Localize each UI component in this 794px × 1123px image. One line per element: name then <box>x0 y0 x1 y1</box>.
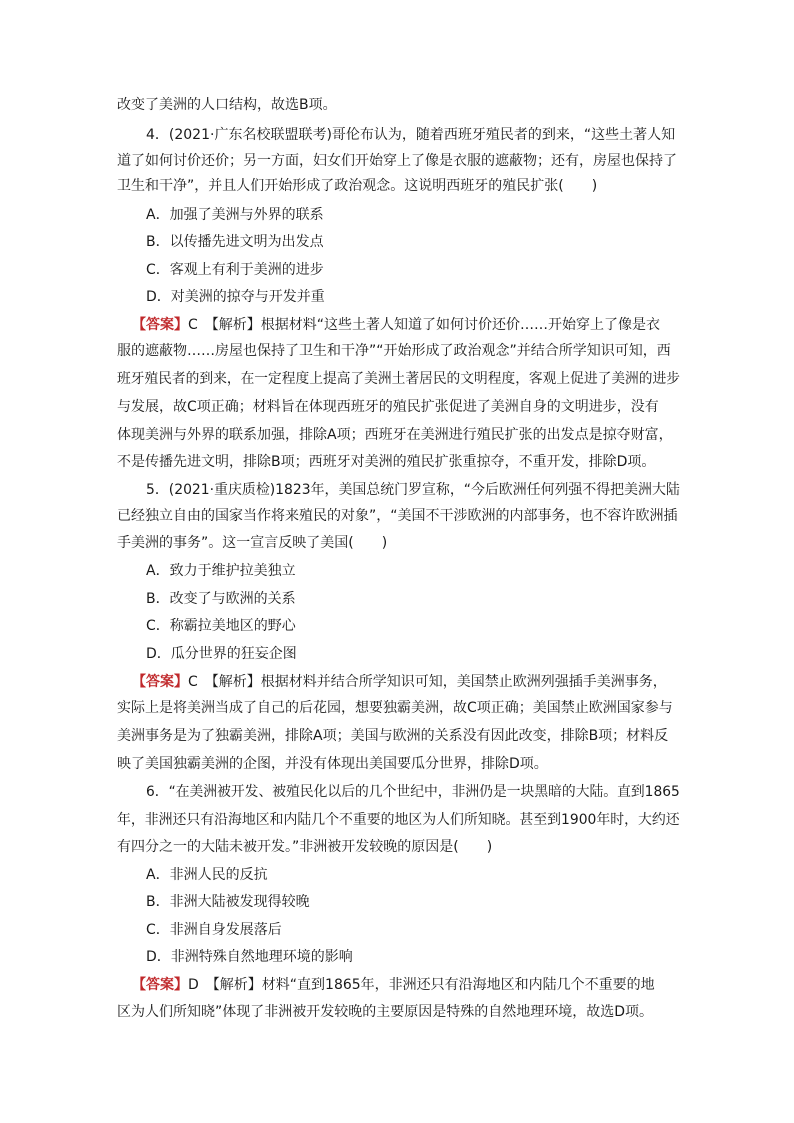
text-line: 班牙殖民者的到来，在一定程度上提高了美洲土著居民的文明程度，客观上促进了美洲的进步 <box>117 371 680 387</box>
option-c: C．非洲自身发展落后 <box>146 922 282 938</box>
answer-line <box>132 673 667 691</box>
answer-tag: 【答案】 <box>132 317 188 333</box>
text-line: 年，非洲还只有沿海地区和内陆几个不重要的地区为人们所知晓。甚至到1900年时，大约还 <box>117 812 680 828</box>
text-line: 体现美洲与外界的联系加强，排除A项；西班牙在美洲进行殖民扩张的出发点是掠夺财富， <box>117 427 673 443</box>
option-a: A．加强了美洲与外界的联系 <box>146 207 324 223</box>
answer-line <box>132 316 660 334</box>
text-line: 手美洲的事务”。这一宣言反映了美国( ) <box>117 535 388 551</box>
text-line: 映了美国独霸美洲的企图，并没有体现出美国要瓜分世界，排除D项。 <box>117 756 548 772</box>
text-line: 卫生和干净”，并且人们开始形成了政治观念。这说明西班牙的殖民扩张( ) <box>117 178 598 194</box>
option-c: C．称霸拉美地区的野心 <box>146 618 296 634</box>
answer-text: D 【解析】材料“直到1865年，非洲还只有沿海地区和内陆几个不重要的地 <box>188 977 655 993</box>
option-b: B．改变了与欧洲的关系 <box>146 591 296 607</box>
text-line: 不是传播先进文明，排除B项；西班牙对美洲的殖民扩张重掠夺，不重开发，排除D项。 <box>117 454 656 470</box>
question-5-stem: 5．(2021·重庆质检)1823年，美国总统门罗宣称，“今后欧洲任何列强不得把美洲大陆 <box>146 482 680 498</box>
answer-text: C 【解析】根据材料“这些土著人知道了如何讨价还价……开始穿上了像是衣 <box>188 317 661 333</box>
answer-tag: 【答案】 <box>132 674 188 690</box>
text-line: 道了如何讨价还价；另一方面，妇女们开始穿上了像是衣服的遮蔽物；还有，房屋也保持了 <box>117 153 677 169</box>
option-a: A．非洲人民的反抗 <box>146 867 268 883</box>
option-c: C．客观上有利于美洲的进步 <box>146 262 324 278</box>
text-line: 区为人们所知晓”体现了非洲被开发较晚的主要原因是特殊的自然地理环境，故选D项。 <box>117 1004 654 1020</box>
option-a: A．致力于维护拉美独立 <box>146 563 296 579</box>
question-6-stem: 6．“在美洲被开发、被殖民化以后的几个世纪中，非洲仍是一块黑暗的大陆。直到1865 <box>146 784 680 800</box>
answer-text: C 【解析】根据材料并结合所学知识可知，美国禁止欧洲列强插手美洲事务， <box>188 674 667 690</box>
text-line: 有四分之一的大陆未被开发。”非洲被开发较晚的原因是( ) <box>117 839 493 855</box>
answer-line <box>132 976 655 994</box>
option-b: B．非洲大陆被发现得较晚 <box>146 894 310 910</box>
text-line: 美洲事务是为了独霸美洲，排除A项；美国与欧洲的关系没有因此改变，排除B项；材料反 <box>117 728 669 744</box>
text-line: 实际上是将美洲当成了自己的后花园，想要独霸美洲，故C项正确；美国禁止欧洲国家参与 <box>117 700 673 716</box>
question-4-stem: 4．(2021·广东名校联盟联考)哥伦布认为，随着西班牙殖民者的到来，“这些土著人知 <box>146 127 676 143</box>
option-d: D．非洲特殊自然地理环境的影响 <box>146 949 353 965</box>
text-line: 服的遮蔽物……房屋也保持了卫生和干净”“开始形成了政治观念”并结合所学知识可知，西 <box>117 343 671 359</box>
option-d: D．瓜分世界的狂妄企图 <box>146 646 297 662</box>
text-line: 已经独立自由的国家当作将来殖民的对象”，“美国不干涉欧洲的内部事务，也不容许欧洲插 <box>117 508 678 524</box>
text-line: 与发展，故C项正确；材料旨在体现西班牙的殖民扩张促进了美洲自身的文明进步，没有 <box>117 399 659 415</box>
option-b: B．以传播先进文明为出发点 <box>146 234 324 250</box>
option-d: D．对美洲的掠夺与开发并重 <box>146 289 325 305</box>
answer-tag: 【答案】 <box>132 977 188 993</box>
text-line: 改变了美洲的人口结构，故选B项。 <box>117 97 337 113</box>
